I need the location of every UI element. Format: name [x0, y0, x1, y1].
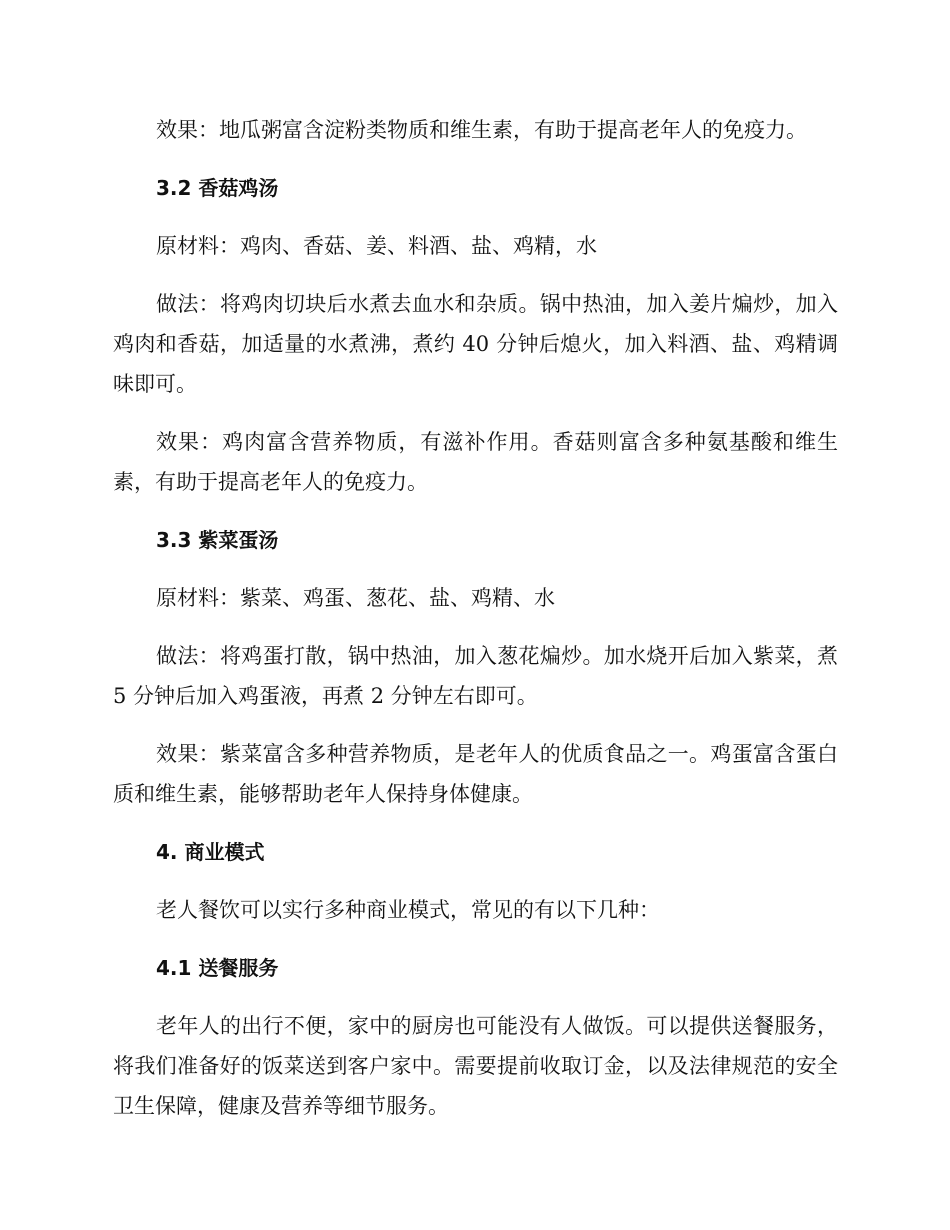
section-heading-3-2: 3.2 香菇鸡汤 — [156, 176, 279, 200]
document-body — [113, 110, 838, 1144]
paragraph-method-mushroom-chicken-soup: 做法：将鸡肉切块后水煮去血水和杂质。锅中热油，加入姜片煸炒，加入鸡肉和香菇，加适量的水煮沸，煮约 40 分钟后熄火，加入料酒、盐、鸡精调味即可。 — [113, 292, 838, 396]
paragraph-business-models-intro: 老人餐饮可以实行多种商业模式，常见的有以下几种： — [156, 898, 660, 922]
paragraph-effect-sweet-potato-porridge: 效果：地瓜粥富含淀粉类物质和维生素，有助于提高老年人的免疫力。 — [156, 118, 807, 142]
paragraph-method-seaweed-egg-soup: 做法：将鸡蛋打散，锅中热油，加入葱花煸炒。加水烧开后加入紫菜，煮 5 分钟后加入鸡蛋液，再煮 2 分钟左右即可。 — [113, 644, 838, 708]
paragraph-ingredients-mushroom-chicken-soup: 原材料：鸡肉、香菇、姜、料酒、盐、鸡精，水 — [156, 234, 597, 258]
section-heading-4-1: 4.1 送餐服务 — [156, 956, 279, 980]
section-heading-4: 4. 商业模式 — [156, 840, 265, 864]
paragraph-effect-mushroom-chicken-soup: 效果：鸡肉富含营养物质，有滋补作用。香菇则富含多种氨基酸和维生素，有助于提高老年人的免疫力。 — [113, 430, 838, 494]
paragraph-meal-delivery-service: 老年人的出行不便，家中的厨房也可能没有人做饭。可以提供送餐服务，将我们准备好的饭菜送到客户家中。需要提前收取订金，以及法律规范的安全卫生保障，健康及营养等细节服务。 — [113, 1014, 838, 1118]
section-heading-3-3: 3.3 紫菜蛋汤 — [156, 528, 279, 552]
paragraph-effect-seaweed-egg-soup: 效果：紫菜富含多种营养物质，是老年人的优质食品之一。鸡蛋富含蛋白质和维生素，能够帮助老年人保持身体健康。 — [113, 742, 838, 806]
paragraph-ingredients-seaweed-egg-soup: 原材料：紫菜、鸡蛋、葱花、盐、鸡精、水 — [156, 586, 555, 610]
